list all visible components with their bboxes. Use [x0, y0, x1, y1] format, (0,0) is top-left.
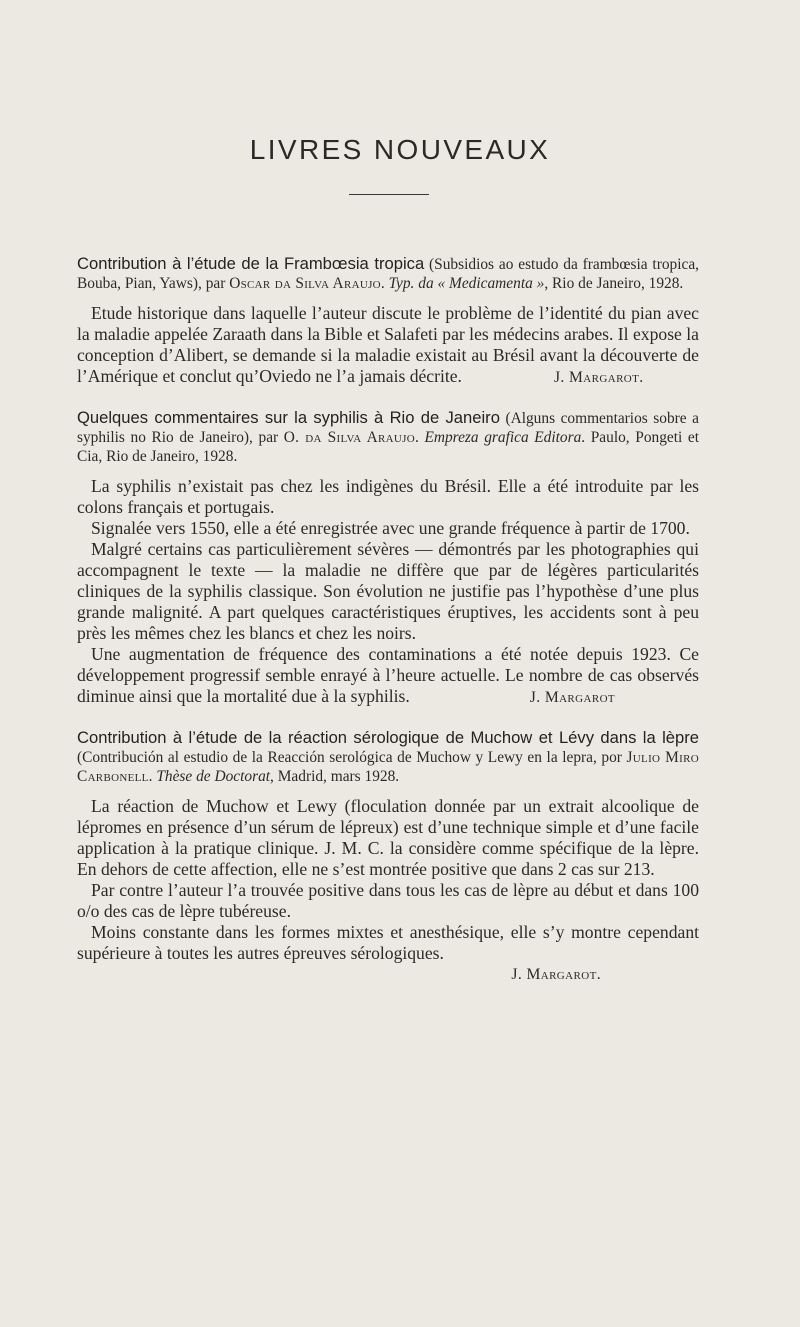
review-paragraph: La syphilis n’existait pas chez les indigènes du Brésil. Elle a été introduite par les colons français et portugais. [77, 476, 699, 517]
page-heading: LIVRES NOUVEAUX [249, 134, 551, 165]
review-paragraph: Par contre l’auteur l’a trouvée positive dans tous les cas de lèpre au début et dans 100 o/o des cas de lèpre tubéreuse. [77, 880, 699, 921]
review-paragraph: Signalée vers 1550, elle a été enregistrée avec une grande fréquence à partir de 1700. [91, 518, 690, 538]
review-title: Contribution à l’étude de la Frambœsia tropica [77, 254, 425, 273]
review-paragraph [77, 303, 699, 388]
review-entry [77, 408, 699, 708]
review-publisher: Thèse de Doctorat [156, 768, 271, 785]
review-title: Quelques commentaires sur la syphilis à Rio de Janeiro [77, 408, 500, 427]
citation-text: . [148, 768, 157, 785]
review-citation [77, 254, 699, 293]
review-signature: J. Margarot. [511, 966, 601, 983]
citation-text: (Contribución al estudio de la Reacción serológica de Muchow y Lewy en la lepra, por [77, 749, 627, 766]
citation-text: , Rio de Janeiro, 1928. [544, 275, 684, 292]
citation-text: . [414, 429, 425, 446]
review-author: O. da Silva Araujo [283, 429, 415, 446]
review-paragraph: Moins constante dans les formes mixtes et anesthésique, elle s’y montre cependant supérieure à toutes les autres épreuves sérologiques. [77, 922, 699, 963]
heading-rule [349, 194, 429, 195]
review-paragraph: La réaction de Muchow et Lewy (floculation donnée par un extrait alcoolique de lépromes en présence d’un sérum de lépreux) est d’une technique simple et d’une facile application à la pratique clinique. J. M. C. la considère comme spécifique de la lèpre. En dehors de cette affection, elle ne s’est montrée positive que dans 2 cas sur 213. [77, 796, 699, 879]
review-paragraph [77, 644, 699, 708]
review-author: Julio Miro Carbonell [77, 749, 699, 785]
review-citation [77, 728, 699, 786]
review-title: Contribution à l’étude de la réaction sérologique de Muchow et Lévy dans la lèpre [77, 728, 699, 747]
review-paragraph: Malgré certains cas particulièrement sévères — démontrés par les photographies qui accompagnent le texte — la maladie ne diffère que par de légères particularités cliniques de la syphilis classique. Son évolution ne justifie pas l’hypothèse d’une plus grande malignité. A part quelques caractéristiques éruptives, les accidents sont à peu près les mêmes chez les blancs et chez les noirs. [77, 539, 699, 643]
paragraph-text: Une augmentation de fréquence des contaminations a été notée depuis 1923. Ce développement progressif semble enrayé à l’heure actuelle. Le nombre de cas observés diminue ainsi que la mortalité due à la syphilis. [77, 644, 699, 706]
citation-text: (Subsidios ao estudo da frambœsia tropica, Bouba, Pian, Yaws), par [77, 256, 699, 292]
review-signature: J. Margarot. [553, 369, 644, 386]
review-entry [77, 728, 699, 985]
citation-text: (Alguns commentarios sobre a syphilis no Rio de Janeiro), par [77, 410, 699, 446]
citation-text: . Paulo, Pongeti et Cia, Rio de Janeiro, 1928. [77, 429, 700, 465]
reviews-column [77, 254, 699, 1005]
review-citation [77, 408, 699, 466]
review-entry [77, 254, 699, 388]
paragraph-text: Etude historique dans laquelle l’auteur discute le problème de l’identité du pian avec la maladie appelée Zaraath dans la Bible et Salafeti par les médecins arabes. Il expose la conception d’Alibert, se demande si la maladie existait au Brésil avant la découverte de l’Amérique et conclut qu’Oviedo ne l’a jamais décrite. [77, 303, 699, 386]
citation-text: . [380, 275, 389, 292]
review-publisher: Typ. da « Medicamenta » [388, 275, 545, 292]
review-author: Oscar da Silva Araujo [229, 275, 381, 292]
review-signature: J. Margarot [529, 689, 616, 706]
citation-text: , Madrid, mars 1928. [270, 768, 400, 785]
review-publisher: Empreza grafica Editora [424, 429, 582, 446]
